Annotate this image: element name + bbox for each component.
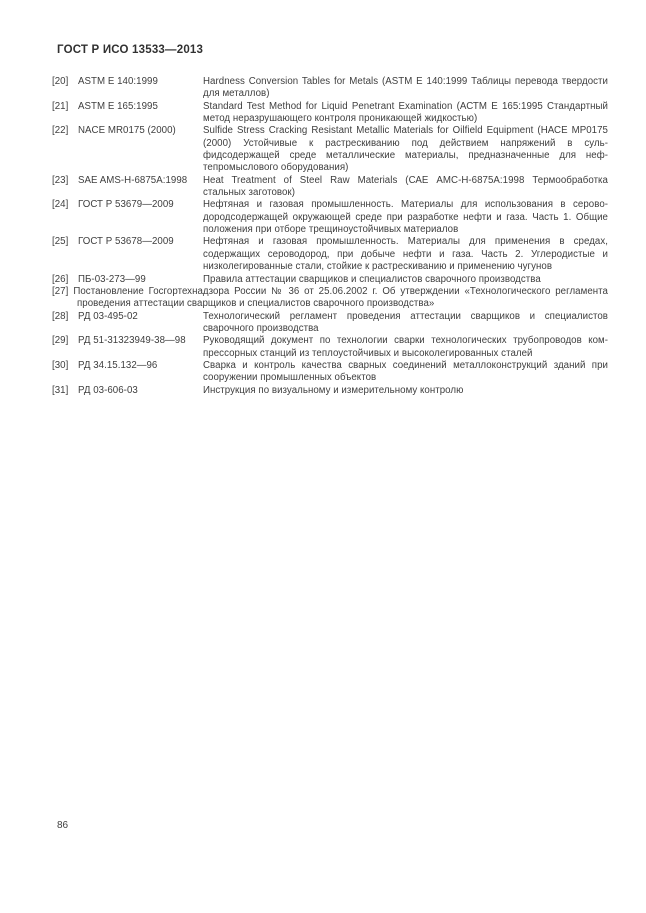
- reference-number: [25]: [52, 236, 69, 248]
- reference-code: РД 03-495-02: [78, 310, 138, 322]
- reference-description: Постановление Госгортехнадзора России № 36 от 25.06.2002 г. Об утверждении «Технологического регламента проведения аттестации сварщиков и специалистов сварочного производства»: [73, 285, 608, 310]
- reference-description: Технологический регламент проведения аттестации сварщиков и специалистов сварочного производства: [203, 310, 608, 334]
- reference-number: [22]: [52, 125, 69, 137]
- reference-code: РД 03-606-03: [78, 384, 138, 396]
- reference-entry: [52, 125, 608, 174]
- reference-number: [24]: [52, 199, 69, 211]
- reference-number: [20]: [52, 76, 69, 87]
- reference-entry: [52, 311, 608, 336]
- reference-description: Sulfide Stress Cracking Resistant Metallic Materials for Oilfield Equipment (НАСЕ МР0175 (2000) Устойчивые к растрескиванию под действием напряжений в сульфидсодержащей среде металлические материалы, предназначенные для нефтепромыслового оборудования): [203, 125, 608, 174]
- reference-number: [26]: [52, 273, 69, 285]
- reference-code: ASTM E 165:1995: [78, 100, 158, 112]
- reference-code: ПБ-03-273—99: [78, 273, 146, 285]
- reference-description: Heat Treatment of Steel Raw Materials (САЕ АМС-Н-6875А:1998 Термообработка стальных заготовок): [203, 174, 608, 199]
- reference-id-column: [52, 175, 203, 187]
- reference-entry: [52, 335, 608, 360]
- page-number: 86: [57, 820, 69, 831]
- reference-number: [21]: [52, 100, 69, 112]
- reference-number: [31]: [52, 384, 69, 396]
- reference-id-column: [52, 125, 203, 137]
- reference-id-column: [52, 335, 203, 347]
- reference-id-column: [52, 101, 203, 113]
- reference-entry: [52, 199, 608, 236]
- reference-entry: [52, 360, 608, 385]
- reference-description: Руководящий документ по технологии сварки технологических трубопроводов компрессорных станций из теплоустойчивых и высоколегированных сталей: [203, 335, 608, 359]
- reference-description: Инструкция по визуальному и измерительному контролю: [203, 384, 464, 396]
- reference-number: [23]: [52, 174, 69, 186]
- reference-code: ASTM E 140:1999: [78, 76, 158, 87]
- reference-id-column: [52, 274, 203, 286]
- reference-code: ГОСТ Р 53679—2009: [78, 199, 174, 211]
- reference-code: NACE MR0175 (2000): [78, 125, 176, 137]
- reference-description: Нефтяная и газовая промышленность. Материалы для использования в сероводородсодержащей окружающей среде при разработке нефти и газа. Часть 1. Общие положения при отборе трещиноустойчивых материалов: [203, 199, 608, 236]
- reference-description: Standard Test Method for Liquid Penetrant Examination (АСТМ Е 165:1995 Стандартный метод неразрушающего контроля проникающей жидкостью): [203, 100, 608, 125]
- reference-code: SAE AMS-H-6875A:1998: [78, 174, 188, 186]
- reference-code: РД 34.15.132—96: [78, 359, 158, 371]
- reference-number: [30]: [52, 359, 69, 371]
- reference-id-column: [52, 76, 203, 88]
- reference-description: Сварка и контроль качества сварных соединений металлоконструкций зданий при сооружении промышленных объектов: [203, 359, 608, 384]
- reference-id-column: [52, 199, 203, 211]
- bibliography-list: [52, 76, 608, 397]
- reference-number: [27]: [52, 285, 69, 297]
- document-header: ГОСТ Р ИСО 13533—2013: [57, 44, 204, 56]
- reference-entry: [52, 274, 608, 286]
- reference-id-column: [52, 311, 203, 323]
- reference-code: РД 51-31323949-38—98: [78, 335, 186, 347]
- reference-id-column: [52, 360, 203, 372]
- reference-description: Hardness Conversion Tables for Metals (ASTM E 140:1999 Таблицы перевода твердости для металлов): [203, 76, 608, 100]
- reference-number: [28]: [52, 310, 69, 322]
- reference-id-column: [52, 385, 203, 397]
- reference-description: Нефтяная и газовая промышленность. Материалы для применения в средах, содержащих сероводород, при добыче нефти и газа. Часть 2. Углеродистые и низколегированные стали, стойкие к растрескиванию и применению чугунов: [203, 236, 608, 273]
- reference-description: Правила аттестации сварщиков и специалистов сварочного производства: [203, 273, 541, 285]
- reference-entry: [52, 76, 608, 101]
- reference-entry: [52, 385, 608, 397]
- reference-code: ГОСТ Р 53678—2009: [78, 236, 174, 248]
- reference-entry: [52, 286, 608, 311]
- reference-id-column: [52, 236, 203, 248]
- reference-entry: [52, 236, 608, 273]
- reference-entry: [52, 101, 608, 126]
- reference-entry: [52, 175, 608, 200]
- reference-number: [29]: [52, 335, 69, 347]
